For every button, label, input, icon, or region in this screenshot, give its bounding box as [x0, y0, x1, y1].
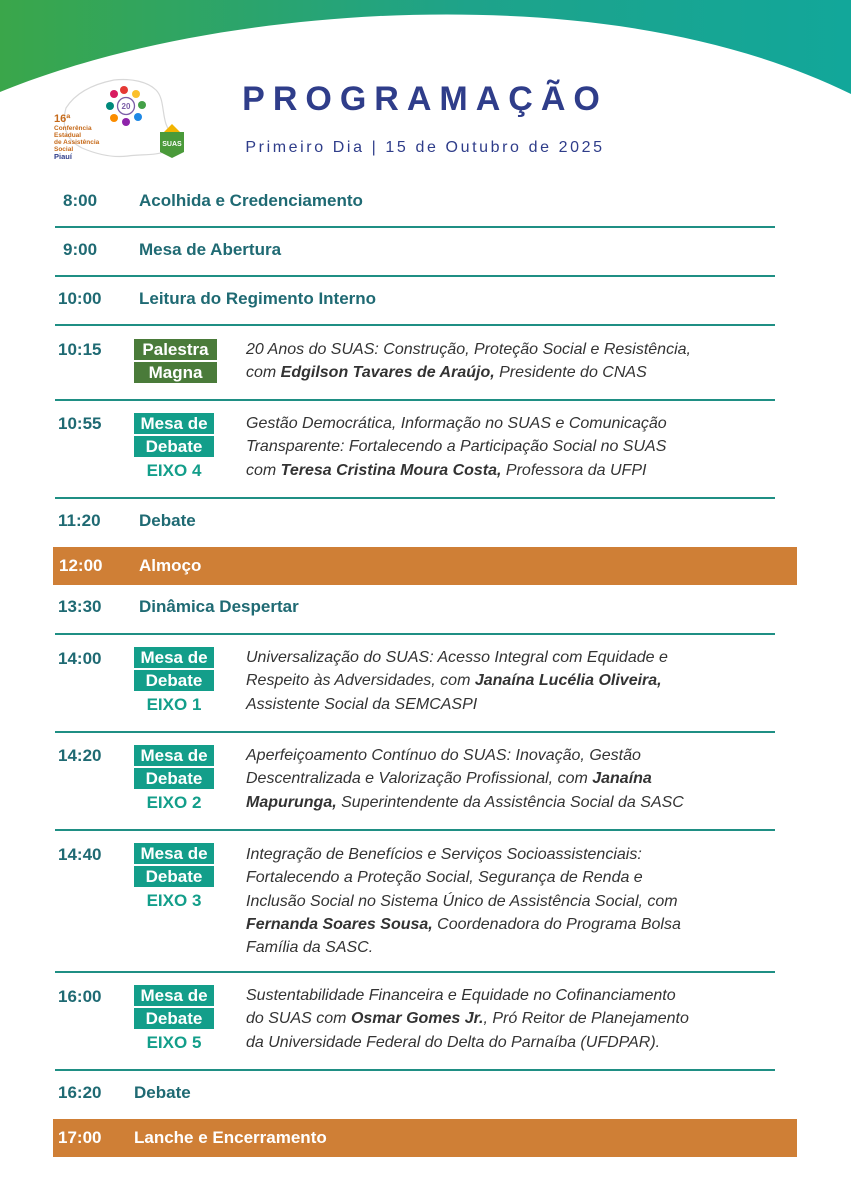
- time-label: 14:20: [58, 746, 102, 765]
- mesa-badge: Mesa de: [134, 985, 214, 1006]
- eixo-label: EIXO 2: [146, 793, 202, 812]
- desc-line: Transparente: Fortalecendo a Participação Social no SUAS: [246, 438, 667, 456]
- desc-text: com: [246, 364, 281, 382]
- session-description: [246, 646, 786, 716]
- desc-line: Universalização do SUAS: Acesso Integral com Equidade e: [246, 649, 668, 666]
- session-title: Almoço: [139, 556, 202, 575]
- palestra-badge: Palestra: [134, 339, 217, 360]
- session-title: Leitura do Regimento Interno: [139, 289, 377, 308]
- time-label: 14:00: [58, 649, 102, 668]
- session-title: Debate: [139, 511, 196, 530]
- time-label: 8:00: [63, 191, 98, 210]
- speaker-name: Teresa Cristina Moura Costa,: [280, 461, 502, 479]
- time-label: 12:00: [59, 556, 103, 575]
- debate-badge: Debate: [134, 670, 214, 691]
- debate-badge: Debate: [134, 866, 214, 887]
- speaker-name: Edgilson Tavares de Araújo,: [280, 364, 495, 382]
- schedule-row: [55, 973, 775, 1071]
- mesa-badge: Mesa de: [134, 647, 214, 668]
- logo-text-2: Estadual: [54, 132, 82, 139]
- schedule-row: [55, 1071, 775, 1119]
- time-label: 10:00: [58, 289, 102, 308]
- desc-text: com: [246, 461, 281, 479]
- schedule-row: [55, 180, 775, 228]
- mesa-badge: Mesa de: [134, 413, 214, 434]
- desc-line: da Universidade Federal do Delta do Parnaíba (UFDPAR).: [246, 1033, 661, 1051]
- mesa-badge: Mesa de: [134, 843, 214, 864]
- time-label: 9:00: [63, 240, 98, 259]
- speaker-name: Janaína: [592, 770, 652, 788]
- speaker-name: Janaína Lucélia Oliveira,: [474, 672, 662, 690]
- speaker-name: Osmar Gomes Jr.: [350, 1010, 484, 1028]
- logo-edition: 16ª: [54, 113, 71, 125]
- desc-line: Integração de Benefícios e Serviços Socioassistenciais:: [246, 846, 642, 863]
- schedule-row: [55, 831, 775, 973]
- desc-line: [246, 361, 786, 384]
- desc-text: do SUAS com: [246, 1010, 351, 1028]
- logo-year: 20: [121, 102, 131, 111]
- desc-line: Assistente Social da SEMCASPI: [246, 695, 478, 713]
- schedule-row: [55, 401, 775, 499]
- logo-text-1: Conferência: [54, 125, 92, 132]
- desc-line: 20 Anos do SUAS: Construção, Proteção Social e Resistência,: [246, 341, 691, 358]
- desc-line: Família da SASC.: [246, 939, 374, 957]
- schedule-row: [55, 326, 775, 401]
- desc-line: [246, 791, 786, 814]
- debate-badge: Debate: [134, 1008, 214, 1029]
- time-label: 13:30: [58, 597, 102, 616]
- suas-badge-text: SUAS: [162, 141, 182, 148]
- speaker-name: Mapurunga,: [246, 793, 337, 811]
- desc-text: Professora da UFPI: [501, 461, 647, 479]
- session-title: Mesa de Abertura: [139, 240, 282, 259]
- page-subtitle: Primeiro Dia | 15 de Outubro de 2025: [245, 139, 605, 156]
- desc-text: Presidente do CNAS: [494, 364, 647, 382]
- desc-line: Gestão Democrática, Informação no SUAS e Comunicação: [246, 415, 667, 432]
- eixo-label: EIXO 1: [146, 695, 202, 714]
- session-title: Dinâmica Despertar: [139, 597, 299, 616]
- time-label: 16:00: [58, 987, 102, 1006]
- schedule-row: [55, 733, 775, 831]
- session-description: [246, 843, 786, 959]
- lunch-band: [53, 547, 797, 585]
- desc-text: Respeito às Adversidades, com: [246, 672, 475, 690]
- time-label: 10:55: [58, 414, 102, 433]
- time-label: 16:20: [58, 1083, 102, 1102]
- magna-badge: Magna: [134, 362, 217, 383]
- desc-line: Inclusão Social no Sistema Único de Assistência Social, com: [246, 892, 678, 910]
- desc-line: [246, 669, 786, 692]
- desc-text: , Pró Reitor de Planejamento: [483, 1010, 689, 1028]
- desc-line: [246, 913, 786, 936]
- closing-band: [53, 1119, 797, 1157]
- eixo-label: EIXO 5: [146, 1033, 202, 1052]
- session-description: [246, 744, 786, 814]
- conference-logo: [52, 72, 192, 164]
- session-description: [246, 984, 786, 1054]
- desc-line: Fortalecendo a Proteção Social, Segurança de Renda e: [246, 869, 643, 887]
- schedule-row: [55, 585, 775, 635]
- desc-text: Superintendente da Assistência Social da SASC: [336, 793, 684, 811]
- speaker-name: Fernanda Soares Sousa,: [246, 915, 433, 933]
- time-label: 17:00: [58, 1128, 102, 1147]
- schedule-row: [55, 228, 775, 277]
- eixo-label: EIXO 3: [146, 891, 202, 910]
- time-label: 11:20: [58, 511, 101, 530]
- session-title: Debate: [134, 1083, 191, 1102]
- desc-line: Sustentabilidade Financeira e Equidade no Cofinanciamento: [246, 987, 676, 1004]
- debate-badge: Debate: [134, 436, 214, 457]
- debate-badge: Debate: [134, 768, 214, 789]
- session-title: Lanche e Encerramento: [134, 1128, 327, 1147]
- desc-text: Descentralizada e Valorização Profissional, com: [246, 770, 593, 788]
- schedule-row: [55, 499, 775, 547]
- desc-line: [246, 1007, 786, 1030]
- desc-line: [246, 459, 786, 482]
- piaui-map-icon: [52, 72, 192, 164]
- session-description: [246, 412, 786, 482]
- logo-state: Piauí: [54, 152, 72, 161]
- logo-text-4: Social: [54, 146, 74, 153]
- desc-text: Coordenadora do Programa Bolsa: [432, 915, 681, 933]
- time-label: 10:15: [58, 340, 102, 359]
- logo-text-3: de Assistência: [54, 139, 100, 146]
- schedule-row: [55, 635, 775, 733]
- eixo-label: EIXO 4: [146, 461, 202, 480]
- mesa-badge: Mesa de: [134, 745, 214, 766]
- session-title: Acolhida e Credenciamento: [139, 191, 363, 210]
- time-label: 14:40: [58, 845, 102, 864]
- schedule-row: [55, 277, 775, 326]
- desc-line: [246, 767, 786, 790]
- page-title: PROGRAMAÇÃO: [242, 80, 608, 118]
- session-description: [246, 338, 786, 385]
- desc-line: Aperfeiçoamento Contínuo do SUAS: Inovação, Gestão: [246, 747, 641, 764]
